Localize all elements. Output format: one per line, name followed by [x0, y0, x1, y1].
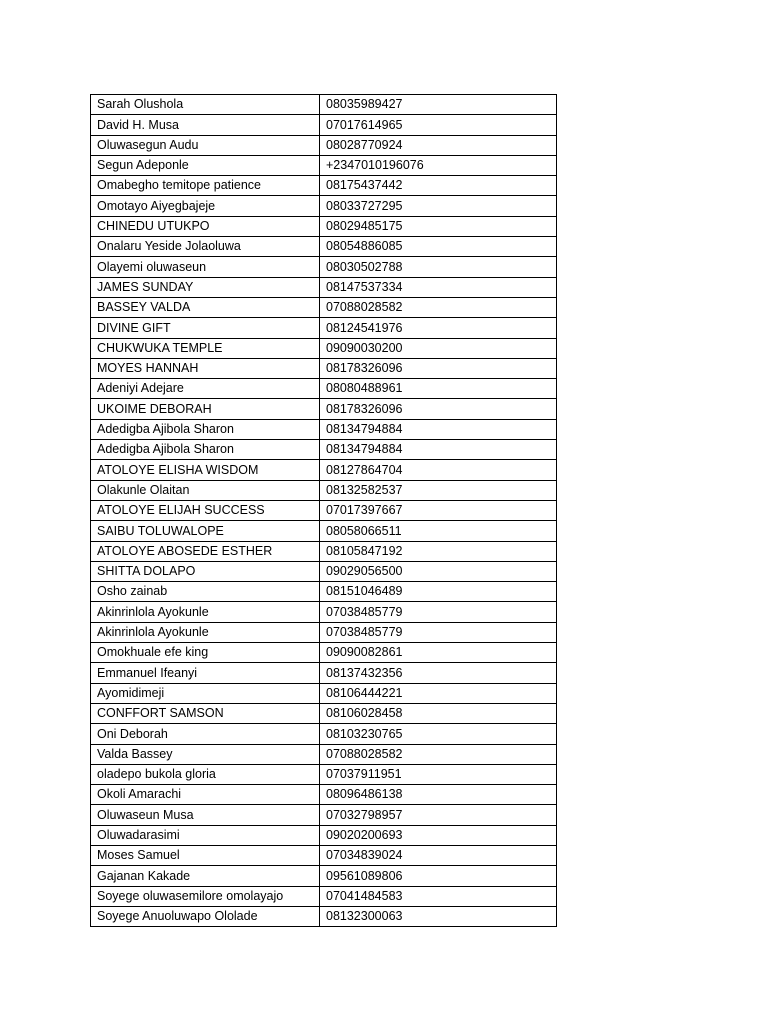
- contact-phone-cell: 08127864704: [320, 460, 557, 480]
- contact-name-cell: Omotayo Aiyegbajeje: [91, 196, 320, 216]
- contact-name-cell: ATOLOYE ELIJAH SUCCESS: [91, 500, 320, 520]
- table-row: [91, 115, 557, 135]
- table-row: [91, 866, 557, 886]
- contact-phone-cell: 08096486138: [320, 785, 557, 805]
- table-row: [91, 257, 557, 277]
- contact-name-cell: Gajanan Kakade: [91, 866, 320, 886]
- contact-phone-cell: 08029485175: [320, 216, 557, 236]
- contact-name-cell: ATOLOYE ABOSEDE ESTHER: [91, 541, 320, 561]
- contact-name-cell: CONFFORT SAMSON: [91, 703, 320, 723]
- table-row: [91, 582, 557, 602]
- contact-phone-cell: +2347010196076: [320, 155, 557, 175]
- contact-name-cell: ATOLOYE ELISHA WISDOM: [91, 460, 320, 480]
- contact-phone-cell: 08151046489: [320, 582, 557, 602]
- table-row: [91, 683, 557, 703]
- table-row: [91, 886, 557, 906]
- contact-phone-cell: 08137432356: [320, 663, 557, 683]
- contact-name-cell: Oluwaseun Musa: [91, 805, 320, 825]
- table-row: [91, 460, 557, 480]
- contact-phone-cell: 07088028582: [320, 744, 557, 764]
- table-row: [91, 338, 557, 358]
- contact-name-cell: Ayomidimeji: [91, 683, 320, 703]
- contact-name-cell: Oni Deborah: [91, 724, 320, 744]
- contact-phone-cell: 08054886085: [320, 237, 557, 257]
- table-row: [91, 500, 557, 520]
- contact-phone-cell: 08080488961: [320, 379, 557, 399]
- contact-name-cell: Oluwasegun Audu: [91, 135, 320, 155]
- table-row: [91, 805, 557, 825]
- table-row: [91, 521, 557, 541]
- contact-name-cell: CHINEDU UTUKPO: [91, 216, 320, 236]
- contact-name-cell: SAIBU TOLUWALOPE: [91, 521, 320, 541]
- contact-phone-cell: 08178326096: [320, 358, 557, 378]
- contact-name-cell: CHUKWUKA TEMPLE: [91, 338, 320, 358]
- table-row: [91, 643, 557, 663]
- contact-phone-cell: 07088028582: [320, 297, 557, 317]
- table-row: [91, 318, 557, 338]
- table-row: [91, 602, 557, 622]
- contact-name-cell: David H. Musa: [91, 115, 320, 135]
- contact-name-cell: Emmanuel Ifeanyi: [91, 663, 320, 683]
- table-row: [91, 663, 557, 683]
- contact-phone-cell: 08106444221: [320, 683, 557, 703]
- contact-phone-cell: 08058066511: [320, 521, 557, 541]
- contact-name-cell: Segun Adeponle: [91, 155, 320, 175]
- table-row: [91, 480, 557, 500]
- table-row: [91, 176, 557, 196]
- contact-phone-cell: 07038485779: [320, 602, 557, 622]
- contact-phone-cell: 09561089806: [320, 866, 557, 886]
- table-row: [91, 237, 557, 257]
- contact-name-cell: Adedigba Ajibola Sharon: [91, 419, 320, 439]
- contact-name-cell: UKOIME DEBORAH: [91, 399, 320, 419]
- table-row: [91, 764, 557, 784]
- contact-phone-cell: 08124541976: [320, 318, 557, 338]
- table-row: [91, 744, 557, 764]
- contact-name-cell: Olakunle Olaitan: [91, 480, 320, 500]
- contact-phone-cell: 07038485779: [320, 622, 557, 642]
- contact-phone-cell: 07034839024: [320, 845, 557, 865]
- contact-phone-cell: 09020200693: [320, 825, 557, 845]
- contact-phone-cell: 08035989427: [320, 95, 557, 115]
- contact-phone-cell: 08147537334: [320, 277, 557, 297]
- contact-phone-cell: 08106028458: [320, 703, 557, 723]
- contact-name-cell: Olayemi oluwaseun: [91, 257, 320, 277]
- contact-name-cell: JAMES SUNDAY: [91, 277, 320, 297]
- table-row: [91, 297, 557, 317]
- contact-name-cell: Sarah Olushola: [91, 95, 320, 115]
- contact-phone-cell: 07032798957: [320, 805, 557, 825]
- contact-phone-cell: 07037911951: [320, 764, 557, 784]
- contact-phone-cell: 07017397667: [320, 500, 557, 520]
- contact-phone-cell: 08033727295: [320, 196, 557, 216]
- contact-name-cell: Omabegho temitope patience: [91, 176, 320, 196]
- contact-phone-cell: 09090082861: [320, 643, 557, 663]
- table-row: [91, 419, 557, 439]
- contacts-table-body: [91, 95, 557, 927]
- contact-phone-cell: 08134794884: [320, 419, 557, 439]
- contact-name-cell: Moses Samuel: [91, 845, 320, 865]
- contact-phone-cell: 08132300063: [320, 906, 557, 926]
- table-row: [91, 135, 557, 155]
- table-row: [91, 825, 557, 845]
- contact-name-cell: DIVINE GIFT: [91, 318, 320, 338]
- table-row: [91, 379, 557, 399]
- table-row: [91, 358, 557, 378]
- table-row: [91, 277, 557, 297]
- table-row: [91, 561, 557, 581]
- contact-name-cell: Adedigba Ajibola Sharon: [91, 440, 320, 460]
- contact-name-cell: Omokhuale efe king: [91, 643, 320, 663]
- contact-phone-cell: 08030502788: [320, 257, 557, 277]
- contact-name-cell: oladepo bukola gloria: [91, 764, 320, 784]
- contact-phone-cell: 07041484583: [320, 886, 557, 906]
- table-row: [91, 906, 557, 926]
- contact-phone-cell: 09029056500: [320, 561, 557, 581]
- contact-name-cell: Akinrinlola Ayokunle: [91, 622, 320, 642]
- contact-name-cell: Okoli Amarachi: [91, 785, 320, 805]
- contact-phone-cell: 08134794884: [320, 440, 557, 460]
- table-row: [91, 155, 557, 175]
- table-row: [91, 785, 557, 805]
- contact-name-cell: SHITTA DOLAPO: [91, 561, 320, 581]
- contact-phone-cell: 08175437442: [320, 176, 557, 196]
- contact-phone-cell: 09090030200: [320, 338, 557, 358]
- table-row: [91, 399, 557, 419]
- contact-name-cell: Soyege oluwasemilore omolayajo: [91, 886, 320, 906]
- contact-name-cell: Akinrinlola Ayokunle: [91, 602, 320, 622]
- contact-name-cell: Adeniyi Adejare: [91, 379, 320, 399]
- table-row: [91, 196, 557, 216]
- table-row: [91, 724, 557, 744]
- table-row: [91, 622, 557, 642]
- contact-name-cell: Oluwadarasimi: [91, 825, 320, 845]
- contact-name-cell: Valda Bassey: [91, 744, 320, 764]
- contact-name-cell: Onalaru Yeside Jolaoluwa: [91, 237, 320, 257]
- table-row: [91, 440, 557, 460]
- contact-name-cell: MOYES HANNAH: [91, 358, 320, 378]
- contact-phone-cell: 08103230765: [320, 724, 557, 744]
- contact-phone-cell: 07017614965: [320, 115, 557, 135]
- contact-phone-cell: 08132582537: [320, 480, 557, 500]
- contact-name-cell: BASSEY VALDA: [91, 297, 320, 317]
- contact-name-cell: Soyege Anuoluwapo Ololade: [91, 906, 320, 926]
- table-row: [91, 95, 557, 115]
- contact-phone-cell: 08028770924: [320, 135, 557, 155]
- table-row: [91, 703, 557, 723]
- table-row: [91, 541, 557, 561]
- contact-phone-cell: 08178326096: [320, 399, 557, 419]
- table-row: [91, 216, 557, 236]
- contact-phone-cell: 08105847192: [320, 541, 557, 561]
- contacts-table: [90, 94, 557, 927]
- table-row: [91, 845, 557, 865]
- contact-name-cell: Osho zainab: [91, 582, 320, 602]
